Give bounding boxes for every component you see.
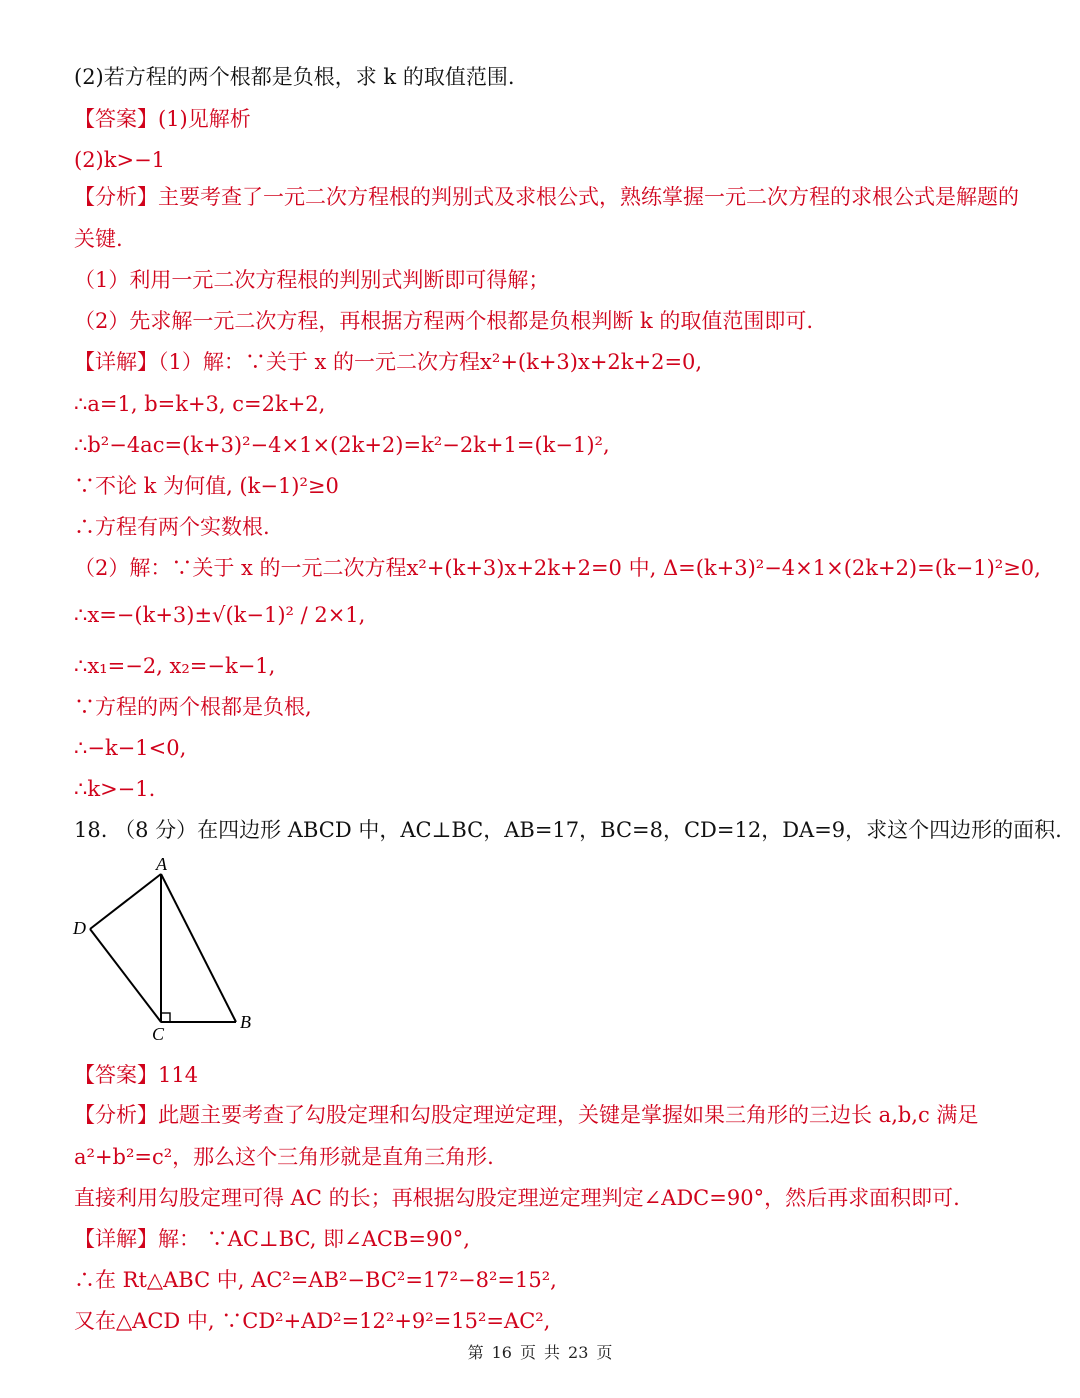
quadrilateral-figure bbox=[60, 852, 300, 1042]
answer-tag: 【答案】 bbox=[74, 1063, 158, 1087]
current-page: 16 bbox=[491, 1343, 512, 1362]
detail-1-line-1: ∴a=1, b=k+3, c=2k+2, bbox=[74, 392, 326, 416]
answer-line-2: (2)k>−1 bbox=[74, 148, 166, 172]
answer-tag: 【答案】 bbox=[74, 107, 158, 131]
edge-ab bbox=[161, 874, 236, 1022]
detail-2-line-0: 【详解】解： ∵AC⊥BC, 即∠ACB=90°, bbox=[74, 1227, 470, 1251]
detail-1-line-8: ∵方程的两个根都是负根, bbox=[74, 695, 312, 719]
analysis-1: 【分析】主要考查了一元二次方程根的判别式及求根公式，熟练掌握一元二次方程的求根公式是解题的 bbox=[74, 185, 1019, 209]
edge-ad bbox=[90, 874, 161, 929]
label-a: A bbox=[156, 854, 167, 874]
detail-1-line-0: 【详解】（1）解：∵关于 x 的一元二次方程x²+(k+3)x+2k+2=0, bbox=[74, 350, 703, 374]
label-d: D bbox=[73, 918, 86, 938]
detail-1-line-3: ∵不论 k 为何值, (k−1)²≥0 bbox=[74, 474, 339, 498]
analysis-1-point-1: （1）利用一元二次方程根的判别式判断即可得解； bbox=[74, 268, 550, 292]
detail-1-line-7: ∴x₁=−2, x₂=−k−1, bbox=[74, 654, 276, 678]
question-2-prompt: (2)若方程的两个根都是负根，求 k 的取值范围. bbox=[74, 65, 515, 89]
detail-tag: 【详解】 bbox=[74, 350, 158, 374]
detail-tag: 【详解】 bbox=[74, 1227, 158, 1251]
answer-2 bbox=[74, 1060, 198, 1090]
analysis-1-cont: 关键. bbox=[74, 227, 123, 251]
total-pages: 23 bbox=[568, 1343, 589, 1362]
answer-text: (1)见解析 bbox=[158, 107, 251, 131]
analysis-2: 【分析】此题主要考查了勾股定理和勾股定理逆定理，关键是掌握如果三角形的三边长 a,b,c 满足 bbox=[74, 1103, 979, 1127]
right-angle-mark bbox=[161, 1013, 170, 1022]
analysis-2-cont: a²+b²=c²，那么这个三角形就是直角三角形. bbox=[74, 1145, 494, 1169]
analysis-2-point: 直接利用勾股定理可得 AC 的长；再根据勾股定理逆定理判定∠ADC=90°，然后再求面积即可. bbox=[74, 1186, 960, 1210]
detail-1-line-2: ∴b²−4ac=(k+3)²−4×1×(2k+2)=k²−2k+1=(k−1)², bbox=[74, 433, 610, 457]
detail-1-line-5: （2）解：∵关于 x 的一元二次方程x²+(k+3)x+2k+2=0 中, Δ=(k+3)²−4×1×(2k+2)=(k−1)²≥0, bbox=[74, 556, 1041, 580]
label-b: B bbox=[240, 1012, 251, 1032]
detail-1-line-4: ∴方程有两个实数根. bbox=[74, 515, 270, 539]
question-18: 18. （8 分）在四边形 ABCD 中，AC⊥BC，AB=17，BC=8，CD=12，DA=9，求这个四边形的面积. bbox=[74, 818, 1062, 842]
detail-1-line-10: ∴k>−1. bbox=[74, 777, 156, 801]
detail-1-line-9: ∴−k−1<0, bbox=[74, 736, 187, 760]
label-c: C bbox=[152, 1024, 165, 1042]
answer-text: 114 bbox=[158, 1063, 199, 1087]
analysis-tag: 【分析】 bbox=[74, 185, 158, 209]
analysis-1-point-2: （2）先求解一元二次方程，再根据方程两个根都是负根判断 k 的取值范围即可. bbox=[74, 309, 814, 333]
answer-line-1 bbox=[74, 104, 251, 134]
analysis-tag: 【分析】 bbox=[74, 1103, 158, 1127]
page-footer: 第 16 页 共 23 页 bbox=[467, 1343, 613, 1362]
detail-2-line-1: ∴在 Rt△ABC 中, AC²=AB²−BC²=17²−8²=15², bbox=[74, 1268, 557, 1292]
detail-2-line-2: 又在△ACD 中, ∵CD²+AD²=12²+9²=15²=AC², bbox=[74, 1309, 551, 1333]
edge-dc bbox=[90, 929, 161, 1022]
detail-1-line-6: ∴x=−(k+3)±√(k−1)² / 2×1, bbox=[74, 603, 366, 627]
